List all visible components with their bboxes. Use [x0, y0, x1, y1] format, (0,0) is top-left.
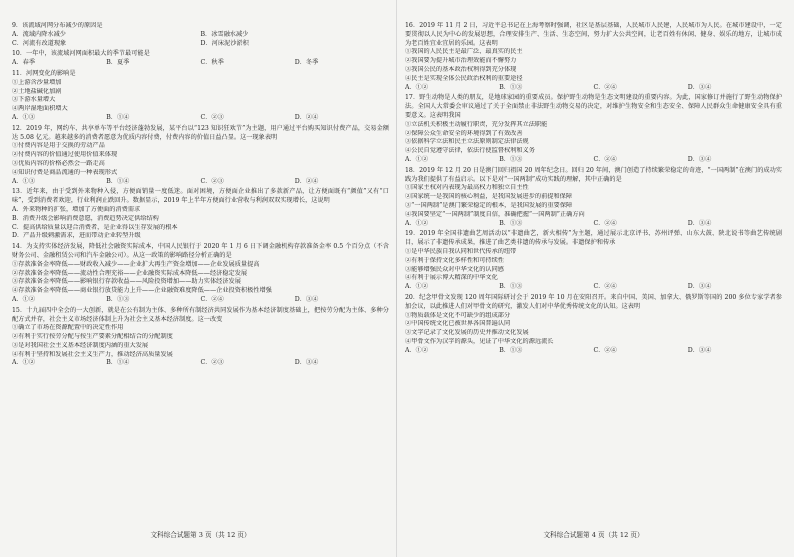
question-19 [405, 230, 782, 292]
statement-item: ②我国要为提升城市治理效能而不懈努力 [405, 57, 517, 65]
question-stem: 17．野生动物是人类的朋友，是地球家园的重要成员。保护野生动物是生态文明建设的重要内容。为此，国家修订并施行了野生动物保护法。全国人大常委会审议通过了关于全面禁止非法野生动物交易的决定，对维护生物安全和生态安全、保障人民群众生命健康安全具有重要意义。这表明我国 [405, 94, 782, 119]
options-row [405, 84, 782, 93]
options-row [12, 31, 389, 40]
options-row [12, 59, 389, 68]
statement-item: ③下游水量增大 [12, 96, 56, 104]
left-page [12, 22, 389, 540]
option-a: A．①③ [12, 177, 36, 185]
option-d: D．②④ [294, 113, 319, 121]
statement-item: ①存款准备金率降低——财政收入减少——企业扩大再生产资金增加——企业发展质量提高 [12, 260, 260, 268]
statement-item: ③“一国两制”是澳门繁荣稳定的根本，是我国发展的重要保障 [405, 201, 573, 209]
statement-item: ①立法机关积极主动履行职责，充分发挥其立法职能 [405, 120, 548, 128]
statement-item: ③我国公民的基本政治权利得到充分体现 [405, 65, 517, 73]
option-a: A．春季 [12, 59, 36, 67]
option-c: C．提高供给质量以迎合消费者，是企业得以生存发展的根本 [12, 223, 178, 231]
option-a: A．流域内降水减少 [12, 30, 66, 38]
option-b: B．①③ [499, 346, 523, 354]
statement-item: ④民主是实现全体公民政治权利的重要途径 [405, 74, 523, 82]
option-d: D．冬季 [294, 59, 319, 67]
statement-item: ④有利于展示博大精深的中华文化 [405, 274, 498, 282]
option-d: D．③④ [687, 83, 712, 91]
options-row [12, 359, 389, 368]
option-a: A．①② [405, 283, 429, 291]
options-row [405, 283, 782, 292]
options-row [405, 156, 782, 165]
statement-item: ③文字记录了文化发展的历史并推动文化发展 [405, 329, 529, 337]
option-a: A．①③ [12, 113, 36, 121]
statement-item: ④知识付费是商品流通的一种表现形式 [12, 168, 118, 176]
options-row [12, 114, 389, 123]
option-d: D．③④ [294, 359, 319, 367]
question-16 [405, 22, 782, 92]
statement-item: ②付费内容的价值通过使用价值来体现 [12, 151, 118, 159]
page-footer: 文科综合试题第 4 页（共 12 页） [543, 531, 644, 539]
option-c: C．②③ [200, 359, 224, 367]
statement-item: ③依据科学立法和民主立法原则制定法律法规 [405, 138, 529, 146]
option-a: A．①② [405, 155, 429, 163]
options-row [405, 347, 782, 356]
option-b: B．冰雪融水减少 [200, 30, 249, 38]
option-d: D．③④ [687, 346, 712, 354]
page-footer: 文科综合试题第 3 页（共 12 页） [150, 531, 251, 539]
option-c: C．②③ [200, 113, 224, 121]
option-c: C．②④ [593, 346, 617, 354]
option-d: D．②④ [294, 177, 319, 185]
question-13 [12, 188, 389, 241]
option-c: C．②④ [200, 295, 224, 303]
option-c: C．②④ [593, 155, 617, 163]
option-a: A．①② [405, 219, 429, 227]
option-b: B．①③ [499, 219, 523, 227]
option-b: B．①③ [499, 283, 523, 291]
question-stem: 18．2019 年 12 月 20 日是澳门回归祖国 20 周年纪念日。回归 20 年间，澳门创造了持续繁荣稳定的奇迹，“一国两制”在澳门的成功实践为我们提供了有益启示。以下是对“一国两制”成功实践的理解，其中正确的是 [405, 166, 782, 183]
statement-item: ②有利于保持文化多样性和可持续性 [405, 256, 504, 264]
statement-item: ①国家主权对内表现为最高权力和独立自主性 [405, 184, 529, 192]
question-stem: 11．河网变化的影响是 [12, 69, 76, 77]
statement-item: ④公民自觉遵守法律，依法行使监督权利和义务 [405, 147, 535, 155]
option-a: A．外来物种的扩张，增加了方便面的消费需求 [12, 205, 141, 213]
option-b: B．①③ [499, 155, 523, 163]
question-stem: 19．2019 年全国非遗曲艺周活动以“非遗曲艺，新火相传”为主题，通过展示北京评书、苏州评弹、山东大鼓、陕北说书等曲艺传统剧目，展示了非遗传承成果，推进了曲艺类非遗的传承与发展。非遗保护和传承 [405, 230, 782, 247]
option-d: D．③④ [687, 219, 712, 227]
option-b: B．①④ [106, 359, 130, 367]
option-b: B．消费升级会影响消费意愿，消费趋势决定供给结构 [12, 214, 159, 222]
question-stem: 14．为支持实体经济发展，降低社会融资实际成本，中国人民银行于 2020 年 1 月 6 日下调金融机构存款准备金率 0.5 个百分点（不含财务公司、金融租赁公司和汽车金融公司）。从这一政策的影响路径分析正确的是 [12, 243, 389, 259]
statement-item: ④存款准备金率降低——商业银行放贷能力上升——企业融资难度降低——企业投资积极性增强 [12, 287, 272, 295]
question-15 [12, 307, 389, 369]
option-b: B．夏季 [106, 59, 130, 67]
statement-item: ④有利于坚持和发展社会主义生产力，推动经济高质量发展 [12, 350, 173, 358]
option-b: B．①③ [499, 83, 523, 91]
question-11 [12, 70, 389, 123]
question-stem: 20．纪念甲骨文发现 120 周年国际研讨会于 2019 年 10 月在安阳召开。来自中国、美国、加拿大、俄罗斯等国的 200 多位专家学者参加会议，以此推进人们对甲骨文的研究，激发人们对中华优秀传统文化的认知。这表明 [405, 293, 782, 310]
statement-item: ④两岸湿地面积增大 [12, 105, 68, 113]
question-stem: 12．2019 年，网约车、共享单车等平台经济蓬勃发展，某平台以“123 知识狂欢节”为主题，用户通过平台购买知识付费产品，交易金额达 5.08 亿元。越来越多的消费者愿意为优质内容付费，付费内容的价值日益凸显。这一现象表明 [12, 124, 389, 141]
statement-item: ②保障公众生命安全的环境得到了有效改善 [405, 129, 523, 137]
option-c: C．②③ [200, 177, 224, 185]
statement-item: ②有利于实行按劳分配与按生产要素分配相结合的分配制度 [12, 333, 173, 341]
question-stem: 10．一年中，该流域河网面积最大的季节最可能是 [12, 50, 150, 58]
statement-item: ④我国要坚定“一国两制”制度自信，准确把握“一国两制”正确方向 [405, 210, 585, 218]
option-d: D．③④ [687, 283, 712, 291]
statement-item: ①付费内容是用于交换的劳动产品 [12, 142, 105, 150]
question-9 [12, 22, 389, 48]
question-17 [405, 94, 782, 164]
options-row [405, 220, 782, 229]
statement-item: ②土地盐碱化加剧 [12, 87, 62, 95]
statement-item: ②国家统一是我国的核心利益，是我国发展进步的前提和保障 [405, 193, 573, 201]
statement-item: ①物质载体是文化不可缺少的组成部分 [405, 311, 511, 319]
options-row [12, 178, 389, 187]
option-d: D．③④ [294, 295, 319, 303]
option-b: B．①④ [106, 177, 130, 185]
options-row [12, 296, 389, 305]
option-c: C．②④ [593, 83, 617, 91]
statement-item: ①上游含沙量增加 [12, 78, 62, 86]
statement-item: ②中国传统文化已被世界各国普遍认同 [405, 320, 511, 328]
option-a: A．①② [12, 295, 36, 303]
statement-item: ①是中华民族自我认同和世代传承的纽带 [405, 247, 517, 255]
question-stem: 9．该流域河网分布减少的原因是 [12, 22, 103, 29]
option-c: C．秋季 [200, 59, 224, 67]
option-c: C．河流有改道现象 [12, 39, 67, 47]
statement-item: ①确立了市场在资源配置中的决定性作用 [12, 324, 124, 332]
statement-item: ④甲骨文作为汉字的源头，见证了中华文化的源远流长 [405, 337, 554, 345]
option-b: B．①③ [106, 295, 130, 303]
statement-item: ③能够增强民众对中华文化的认同感 [405, 265, 504, 273]
page-fold-divider [396, 0, 397, 557]
statement-item: ③优质内容的价格必然会一路走高 [12, 159, 105, 167]
statement-item: ③存款准备金率降低——影响银行存款收益——风险投资增加——助力实体经济发展 [12, 278, 241, 286]
option-d: D．③④ [687, 155, 712, 163]
option-a: A．①② [405, 83, 429, 91]
question-stem: 13．近年来，由于受到外来物种入侵，方便面销量一度低迷。面对困境，方便面企业推出了多款新产品，让方便面既有“颜值”又有“口味”，受到消费者欢迎，行业利润止跌回升。数据显示，2019 年上半年方便面行业营收与利润双双实现增长，这说明 [12, 188, 389, 205]
option-b: B．①④ [106, 113, 130, 121]
option-c: C．②④ [593, 219, 617, 227]
question-stem: 16．2019 年 11 月 2 日，习近平总书记在上海考察时强调，社区是基层基础，人民城市人民建，人民城市为人民。在城市建设中，一定要贯彻以人民为中心的发展思想，合理安排生产、生活、生态空间，努力扩大公共空间，让老百姓有休闲、健身、娱乐的地方，让城市成为老百姓宜业宜居的乐园。这表明 [405, 22, 782, 47]
statement-item: ①我国的人民民主是最广泛、最真实的民主 [405, 48, 523, 56]
option-c: C．②④ [593, 283, 617, 291]
options-row [12, 40, 389, 49]
question-10 [12, 50, 389, 68]
option-d: D．产品升级刺激需求，进而带动企业转型升级 [12, 232, 141, 240]
statement-item: ③是对我国社会主义基本经济制度内涵的重大发展 [12, 341, 149, 349]
question-20 [405, 294, 782, 356]
question-18 [405, 167, 782, 229]
option-d: D．河床泥沙淤积 [200, 39, 249, 47]
option-a: A．①② [405, 346, 429, 354]
question-14 [12, 243, 389, 305]
question-stem: 15．十九届四中全会的一大创新，就是在公有制为主体、多种所有制经济共同发展作为基本经济制度基础上，把按劳分配为主体、多种分配方式并存，社会主义市场经济体制上升为社会主义基本经济制度。这一改变 [12, 306, 389, 323]
question-12 [12, 125, 389, 187]
option-a: A．①② [12, 359, 36, 367]
right-page [405, 22, 782, 540]
statement-item: ②存款准备金率降低——流动性合理充裕——企业融资实际成本降低——经济稳定发展 [12, 269, 248, 277]
